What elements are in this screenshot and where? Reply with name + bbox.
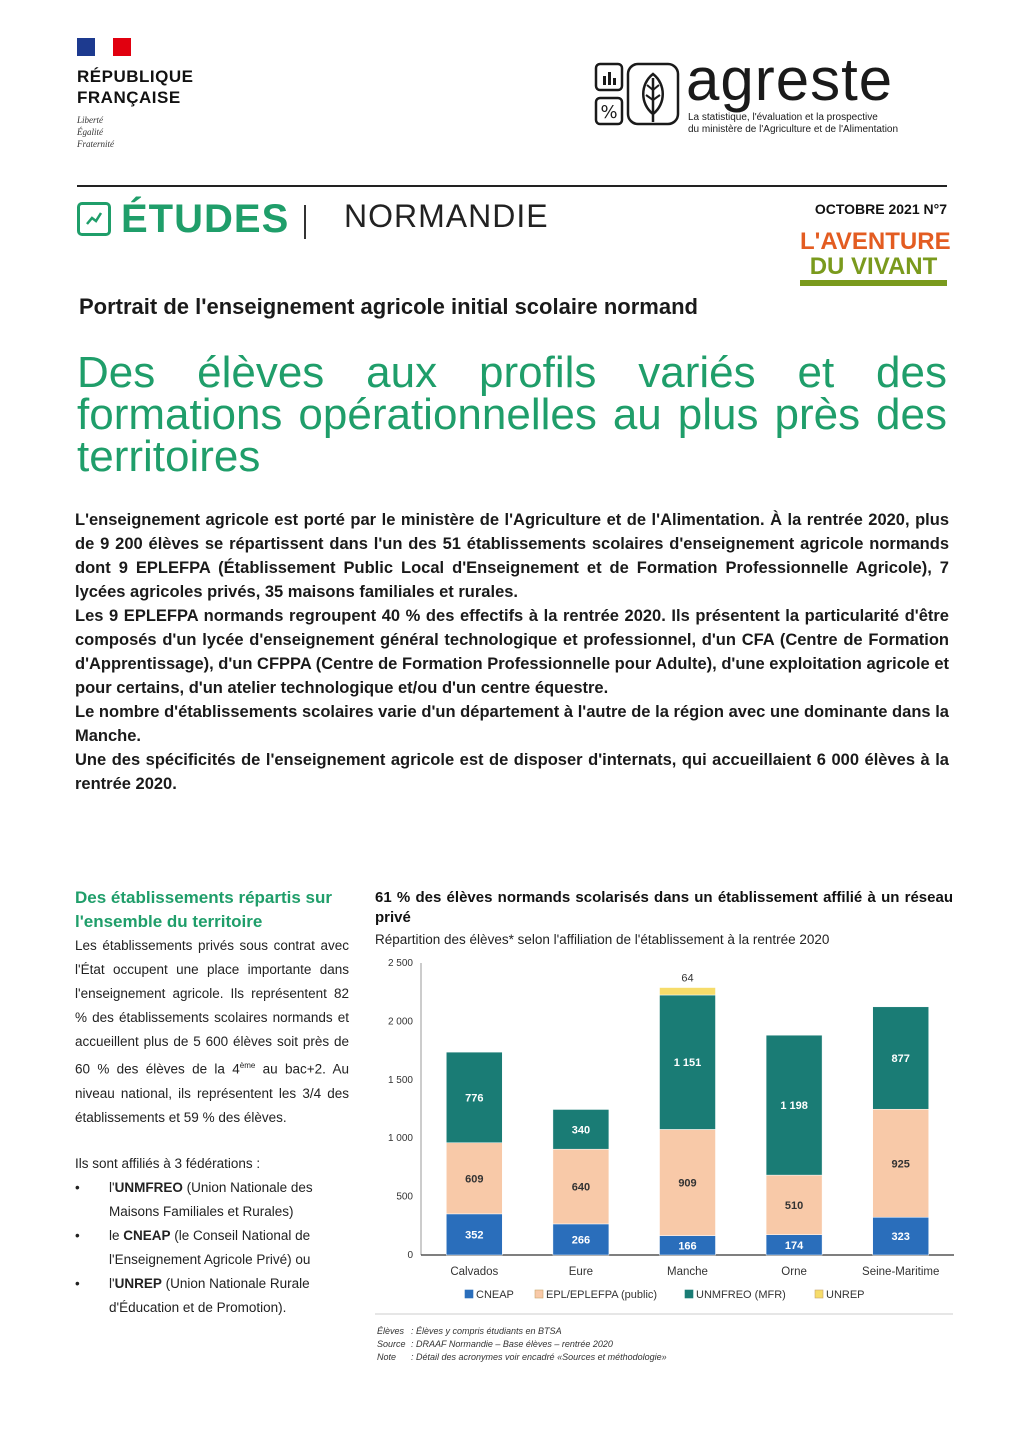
x-tick-label: Calvados [450,1266,499,1278]
aventure-bottom-strip [800,280,947,286]
data-label: 925 [891,1158,910,1171]
series-banner [77,196,289,242]
note-key: Source [377,1339,406,1349]
data-label: 323 [891,1231,910,1244]
y-tick-label: 2 000 [387,1016,413,1028]
data-label: 1 151 [673,1057,702,1070]
list-item: • l'UNMFREO (Union Nationale des Maisons Familiales et Rurales) [75,1176,349,1224]
legend-label: EPL/EPLEFPA (public) [546,1289,658,1301]
intro-text [75,508,949,796]
section-paragraph: Les établissements privés sous contrat avec l'État occupent une place importante dans l'enseignement agricole. Ils représentent 82 % des établissements scolaires normands et accueillent plus de 5 600 élèves soit près de 60 % des élèves de la 4ème au bac+2. Au niveau national, ils représentent les 3/4 des établissements et 59 % des élèves. [75,938,349,1125]
legend-swatch [685,1290,693,1298]
chart-notes [377,1325,937,1364]
federations-intro: Ils sont affiliés à 3 fédérations : [75,1155,261,1171]
x-tick-label: Seine-Maritime [862,1266,940,1278]
note-key: Note [377,1352,397,1362]
left-column [75,886,349,1320]
aventure-line2: DU VIVANT [809,253,938,280]
y-tick-label: 500 [396,1191,413,1203]
bar-segment [660,988,716,995]
data-label: 776 [465,1092,484,1105]
data-label: 340 [571,1124,591,1137]
agreste-emblem-icon [594,60,684,130]
y-tick-label: 2 500 [387,958,413,969]
federations-list [75,1176,349,1320]
aventure-line1: L'AVENTURE [800,228,951,255]
list-item: • l'UNREP (Union Nationale Rurale d'Éducation et de Promotion). [75,1272,349,1320]
legend-label: UNMFREO (MFR) [696,1289,786,1301]
note-value: : Détail des acronymes voir encadré «Sources et méthodologie» [411,1352,667,1362]
republic-motto: Liberté Égalité Fraternité [77,115,114,149]
chart-title: 61 % des élèves normands scolarisés dans un établissement affilié à un réseau privé [375,889,953,926]
y-tick-label: 0 [407,1250,413,1261]
data-label: 352 [465,1229,484,1242]
data-label: 166 [678,1240,697,1253]
note-value: : Élèves y compris étudiants en BTSA [411,1326,562,1336]
republic-name: RÉPUBLIQUE FRANÇAISE [77,67,194,107]
y-tick-label: 1 500 [387,1074,413,1086]
data-label: 609 [465,1173,484,1186]
data-label: 266 [571,1234,591,1247]
stacked-bar-chart [375,955,960,1315]
data-label: 64 [681,972,694,985]
aventure-du-vivant-logo [800,222,951,290]
data-label: 909 [678,1177,697,1190]
data-label: 1 198 [780,1100,808,1113]
legend-label: CNEAP [476,1289,514,1301]
legend-swatch [815,1290,823,1298]
data-label: 640 [571,1181,591,1194]
french-flag-icon [77,38,131,56]
agreste-wordmark: agreste [686,46,894,113]
intro-paragraph: Les 9 EPLEFPA normands regroupent 40 % des effectifs à la rentrée 2020. Ils présentent la particularité d'être composés d'un lycée d'enseignement général technologique et professionnel, d'un CFA (Centre de Formation d'Apprentissage), d'un CFPPA (Centre de Formation Professionnelle pour Adulte), d'une exploitation agricole et pour certains, d'un atelier technologique et/ou d'un centre équestre. [75,607,949,697]
section-heading: Des établissements répartis sur l'ensemble du territoire [75,888,333,931]
agreste-logo [590,46,960,142]
chart-subtitle: Répartition des élèves* selon l'affiliation de l'établissement à la rentrée 2020 [375,932,830,947]
document-subtitle: Portrait de l'enseignement agricole initial scolaire normand [79,294,698,319]
note-value: : DRAAF Normandie – Base élèves – rentrée 2020 [411,1339,613,1349]
series-name: ÉTUDES [121,197,290,241]
legend-swatch [465,1290,473,1298]
intro-paragraph: Une des spécificités de l'enseignement agricole est de disposer d'internats, qui accueillaient 6 000 élèves à la rentrée 2020. [75,751,949,793]
x-tick-label: Eure [568,1266,594,1278]
banner-separator [304,205,306,239]
data-label: 877 [891,1053,910,1066]
document-headline: Des élèves aux profils variés et des formations opérationnelles au plus près des territoires [77,348,947,481]
list-item: • le CNEAP (le Conseil National de l'Enseignement Agricole Privé) ou [75,1224,349,1272]
x-tick-label: Manche [667,1266,708,1278]
note-key: Élèves [377,1326,405,1336]
republique-francaise-logo [77,38,277,150]
chart-trend-icon [77,202,111,236]
agreste-tagline: La statistique, l'évaluation et la prospective du ministère de l'Agriculture et de l'Alimentation [688,112,899,135]
legend-swatch [535,1290,543,1298]
intro-paragraph: Le nombre d'établissements scolaires varie d'un département à l'autre de la région avec une dominante dans la Manche. [75,703,949,745]
header-divider [77,185,947,187]
data-label: 510 [784,1199,804,1212]
legend-label: UNREP [826,1289,865,1301]
x-tick-label: Orne [781,1266,807,1278]
data-label: 174 [784,1239,804,1252]
note-row [377,1338,937,1351]
intro-paragraph: L'enseignement agricole est porté par le ministère de l'Agriculture et de l'Alimentation. À la rentrée 2020, plus de 9 200 élèves se répartissent dans l'un des 51 établissements scolaires d'enseignement agricole normands dont 9 EPLEFPA (Établissement Public Local d'Enseignement et de Formation Professionnelle Agricole), 7 lycées agricoles privés, 35 maisons familiales et rurales. [75,511,949,601]
note-row [377,1351,937,1364]
y-tick-label: 1 000 [387,1133,413,1145]
issue-date: OCTOBRE 2021 N°7 [814,201,947,217]
region-name: NORMANDIE [344,198,549,234]
svg-text:%: % [600,102,618,123]
note-row [377,1325,937,1338]
